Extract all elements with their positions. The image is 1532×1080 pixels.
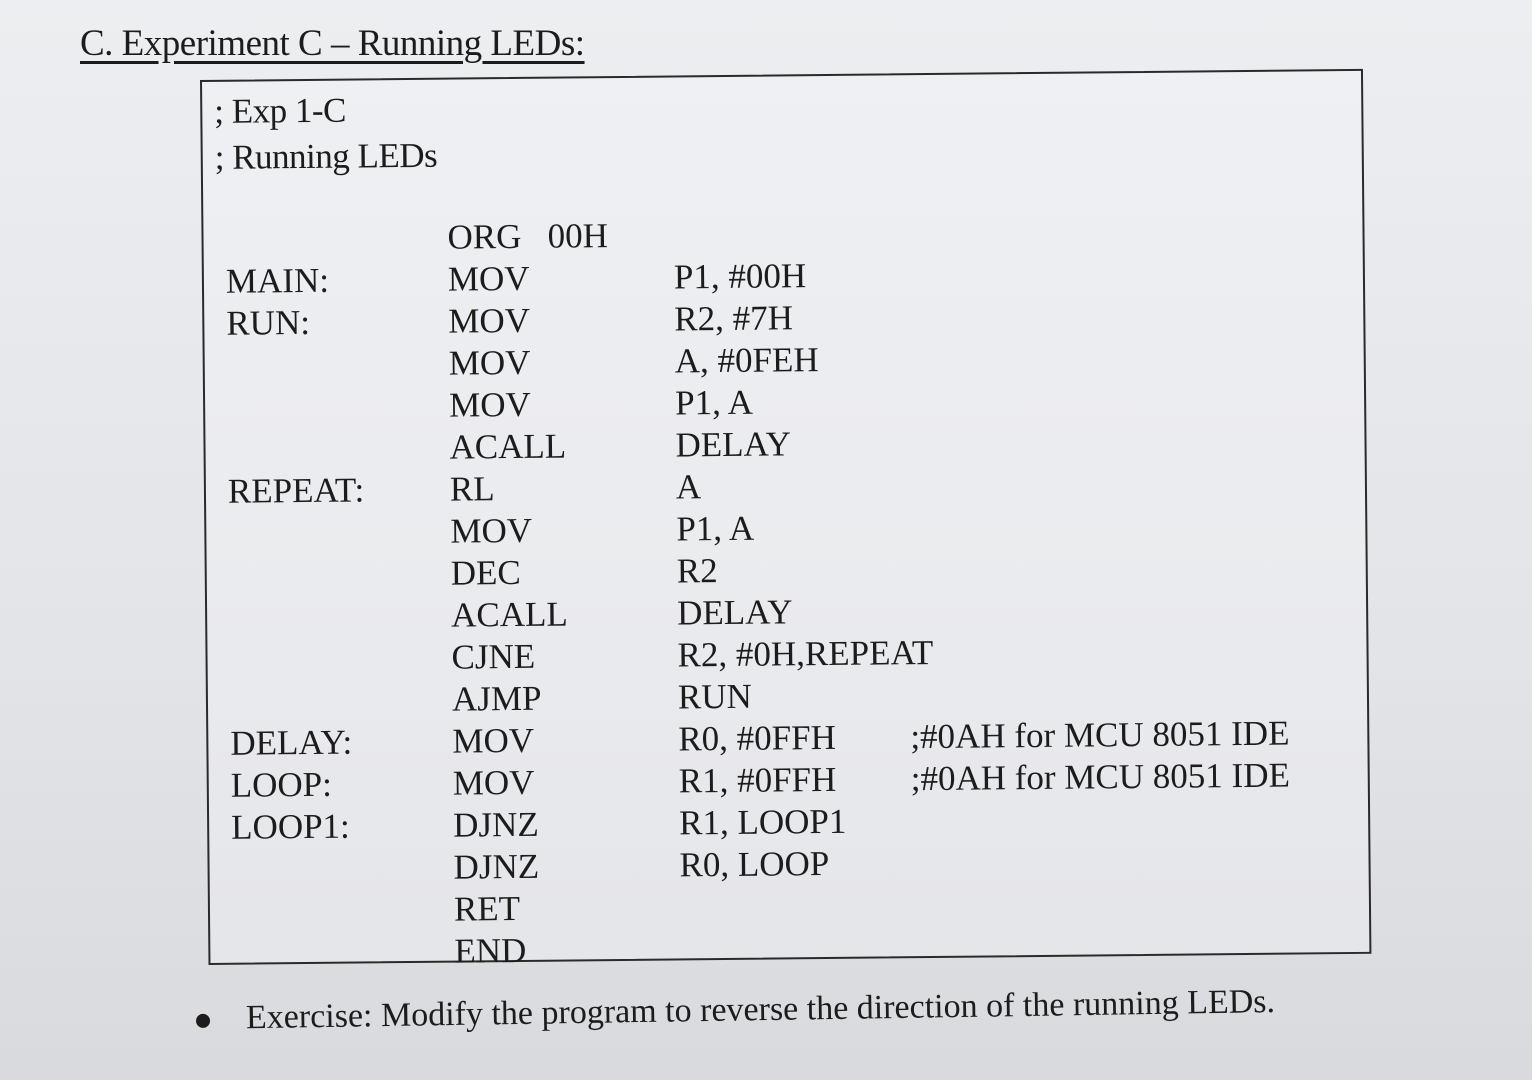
code-operands: R2, #0H,REPEAT [677, 632, 934, 675]
code-operands: DELAY [676, 592, 793, 633]
code-comment-line: ; Running LEDs [214, 135, 438, 177]
code-opcode: ACALL [450, 594, 568, 635]
code-operands: R1, LOOP1 [678, 801, 847, 843]
code-opcode: DJNZ [453, 846, 540, 887]
code-operands: R1, #0FFH [678, 759, 837, 801]
code-opcode: DEC [450, 552, 521, 593]
code-table [225, 216, 1291, 976]
code-operands: A [675, 467, 702, 507]
code-operands: P1, A [674, 382, 754, 423]
code-inline-comment: ;#0AH for MCU 8051 IDE [910, 713, 1290, 757]
code-opcode: DJNZ [452, 804, 539, 845]
code-label: LOOP: [230, 764, 333, 805]
code-opcode: AJMP [451, 678, 542, 719]
exercise-text: Exercise: Modify the program to reverse the direction of the running LEDs. [245, 983, 1276, 1037]
code-opcode: MOV [447, 258, 530, 299]
code-operands: R2 [676, 551, 718, 591]
code-label: LOOP1: [230, 806, 350, 847]
code-opcode: ORG 00H [447, 216, 609, 257]
code-inline-comment: ;#0AH for MCU 8051 IDE [910, 755, 1291, 799]
code-opcode: MOV [448, 384, 532, 425]
code-label: RUN: [226, 302, 311, 343]
page-heading: C. Experiment C – Running LEDs: [80, 23, 585, 64]
code-opcode: MOV [448, 300, 531, 341]
code-operands: R2, #7H [674, 298, 794, 339]
code-opcode: ACALL [449, 426, 567, 467]
code-opcode: RL [449, 469, 495, 509]
bullet-icon [196, 1014, 210, 1028]
code-opcode: CJNE [451, 636, 536, 677]
code-operands: R0, #0FFH [678, 717, 837, 759]
code-operands: DELAY [675, 424, 792, 465]
code-operands: R0, LOOP [679, 843, 830, 885]
code-operands: RUN [677, 676, 753, 717]
code-opcode: MOV [448, 342, 531, 383]
code-operands: P1, A [676, 508, 755, 549]
code-label: MAIN: [225, 260, 330, 301]
code-comment-line: ; Exp 1-C [214, 90, 347, 131]
code-opcode: MOV [452, 720, 535, 761]
code-operands: A, #0FEH [674, 340, 819, 381]
code-opcode: MOV [450, 510, 533, 551]
code-operands: P1, #00H [673, 256, 807, 297]
code-opcode: END [454, 930, 527, 971]
code-opcode: MOV [452, 762, 535, 803]
code-label: REPEAT: [227, 470, 365, 511]
code-label: DELAY: [230, 722, 353, 763]
exercise-bullet [196, 983, 1276, 1038]
code-listing-box [200, 69, 1371, 971]
code-opcode: RET [453, 888, 521, 929]
